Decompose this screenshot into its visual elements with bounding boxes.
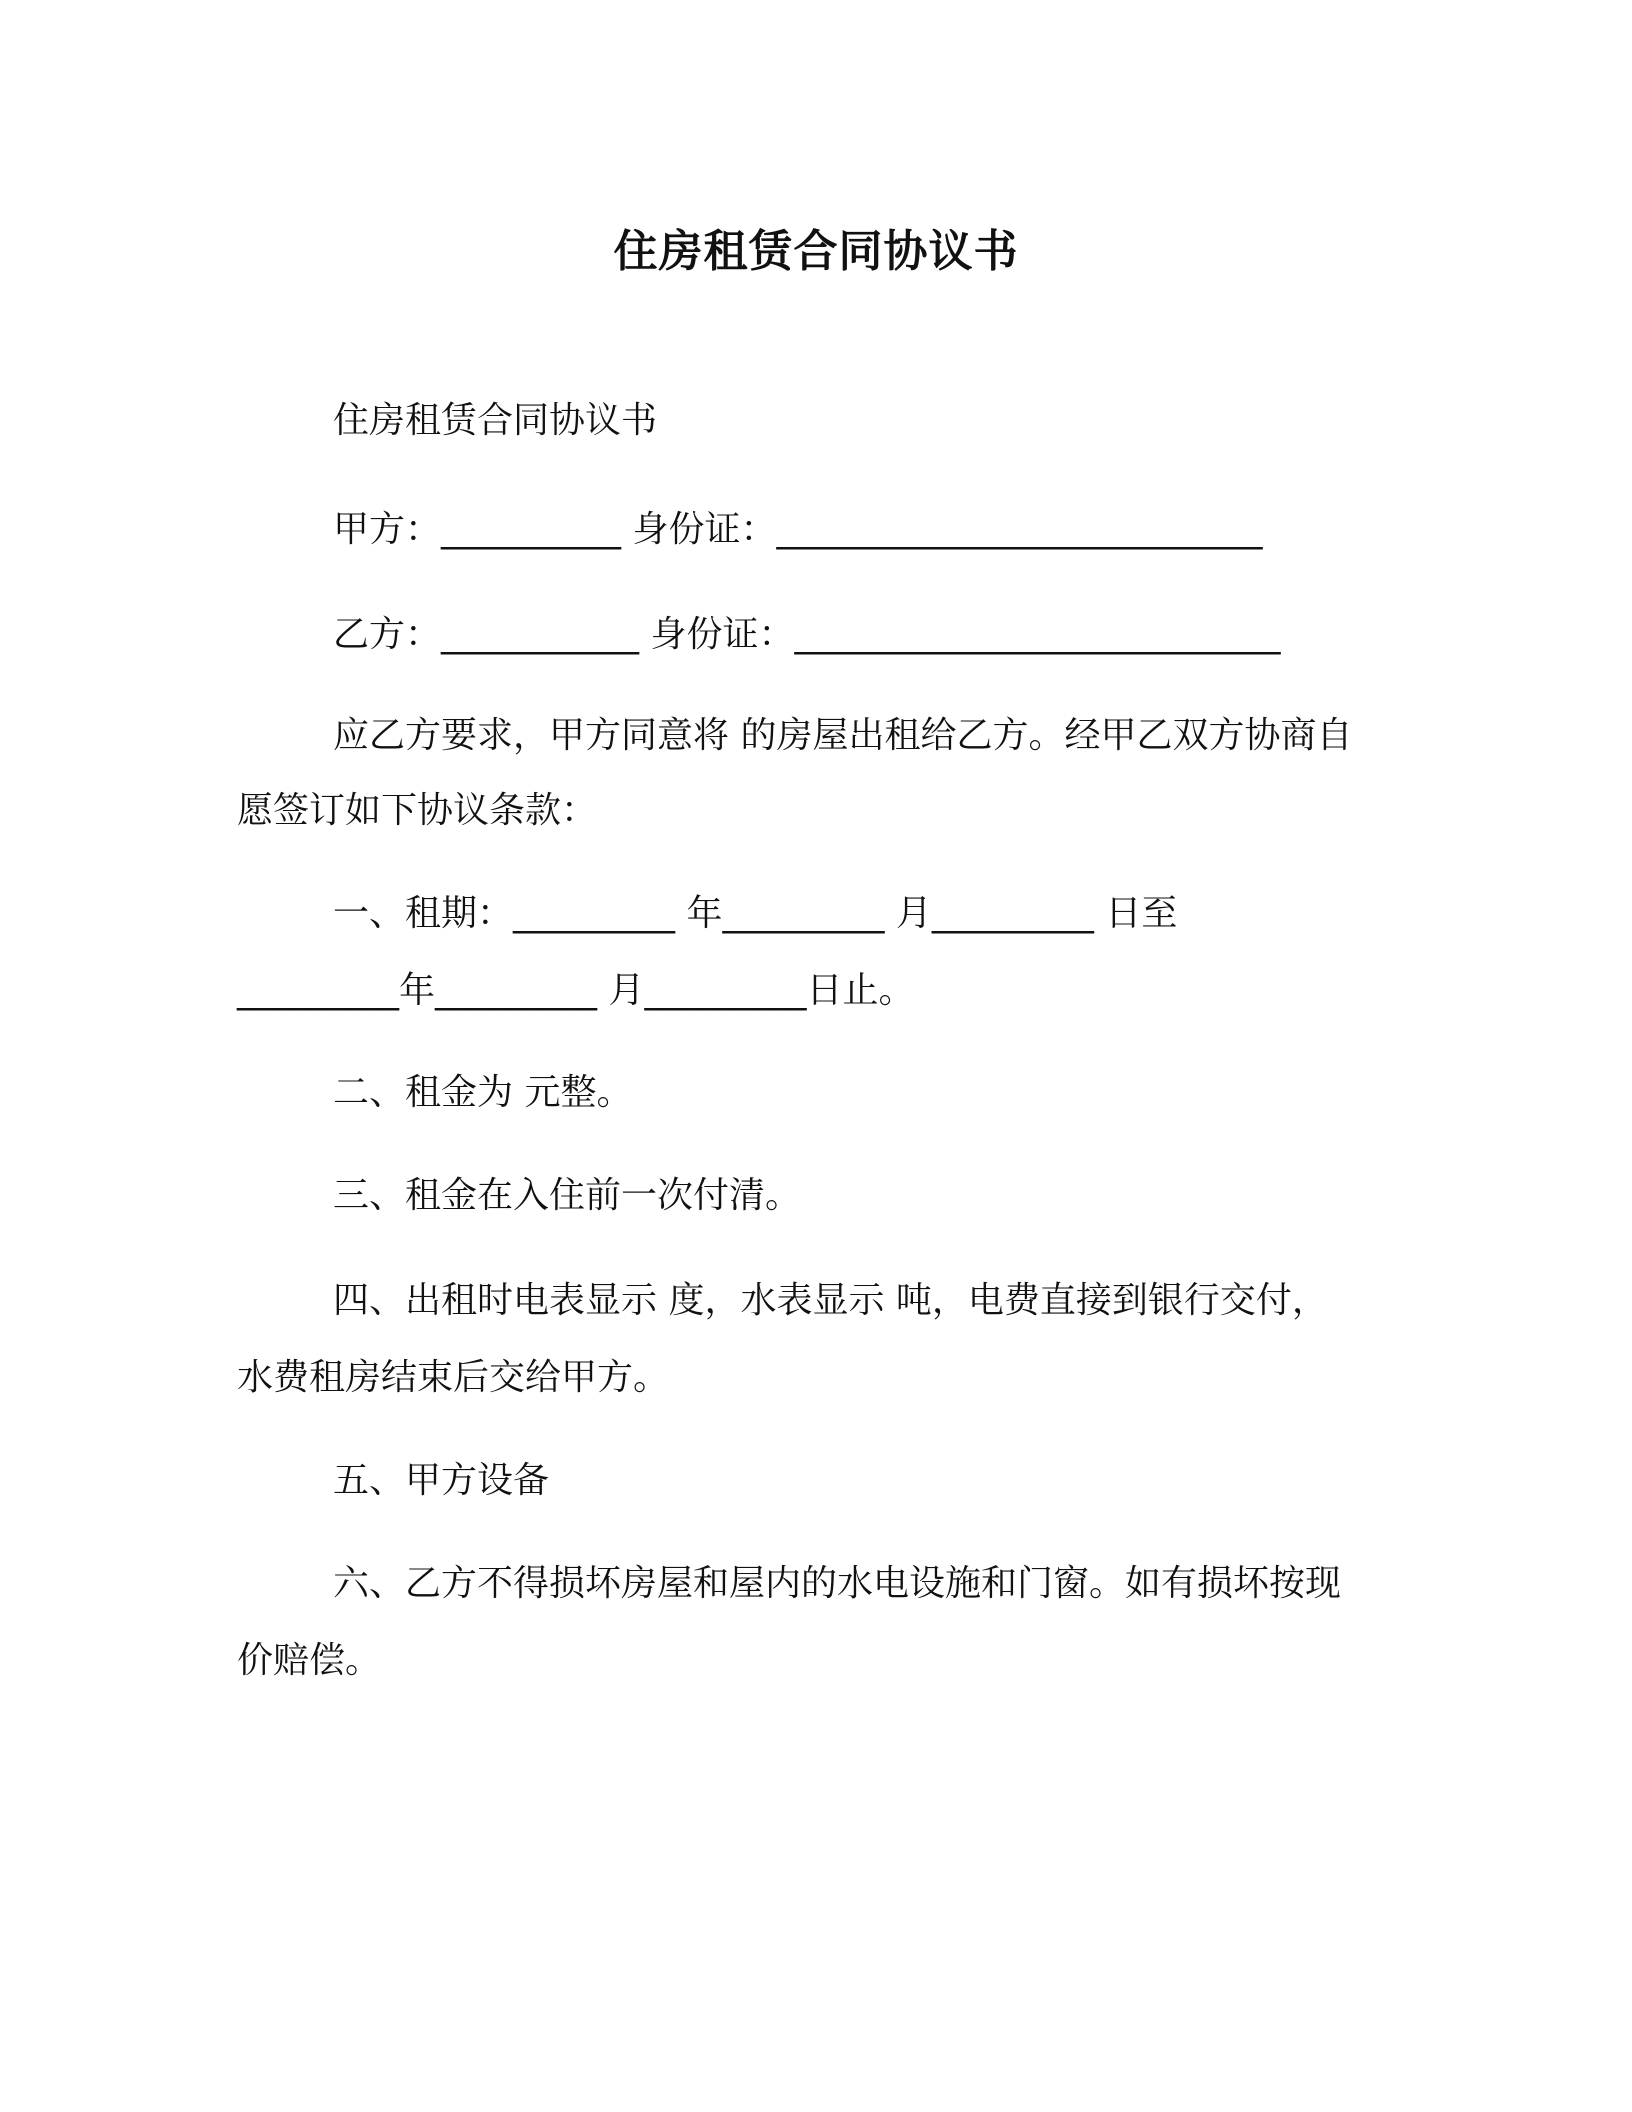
clause-2: 二、租金为 元整。 [333, 1072, 633, 1113]
intro-line-2: 愿签订如下协议条款： [237, 790, 598, 831]
clause-4-line-2: 水费租房结束后交给甲方。 [237, 1357, 670, 1398]
clause-6-line-2: 价赔偿。 [237, 1640, 382, 1681]
clause-1-line-2: _________年_________ 月_________日止。 [237, 970, 915, 1011]
intro-line-1: 应乙方要求，甲方同意将 的房屋出租给乙方。经甲乙双方协商自 [333, 715, 1353, 756]
party-a-line: 甲方：__________ 身份证：___________________________ [333, 509, 1263, 550]
clause-3: 三、租金在入住前一次付清。 [333, 1175, 802, 1216]
clause-5: 五、甲方设备 [333, 1460, 550, 1501]
document-title: 住房租赁合同协议书 [613, 226, 1019, 277]
party-b-line: 乙方：___________ 身份证：___________________________ [333, 614, 1281, 655]
clause-4-line-1: 四、出租时电表显示 度，水表显示 吨，电费直接到银行交付， [333, 1280, 1328, 1321]
document-subtitle: 住房租赁合同协议书 [333, 400, 658, 441]
clause-1-line-1: 一、租期：_________ 年_________ 月_________ 日至 [333, 893, 1178, 934]
clause-6-line-1: 六、乙方不得损坏房屋和屋内的水电设施和门窗。如有损坏按现 [333, 1563, 1342, 1604]
